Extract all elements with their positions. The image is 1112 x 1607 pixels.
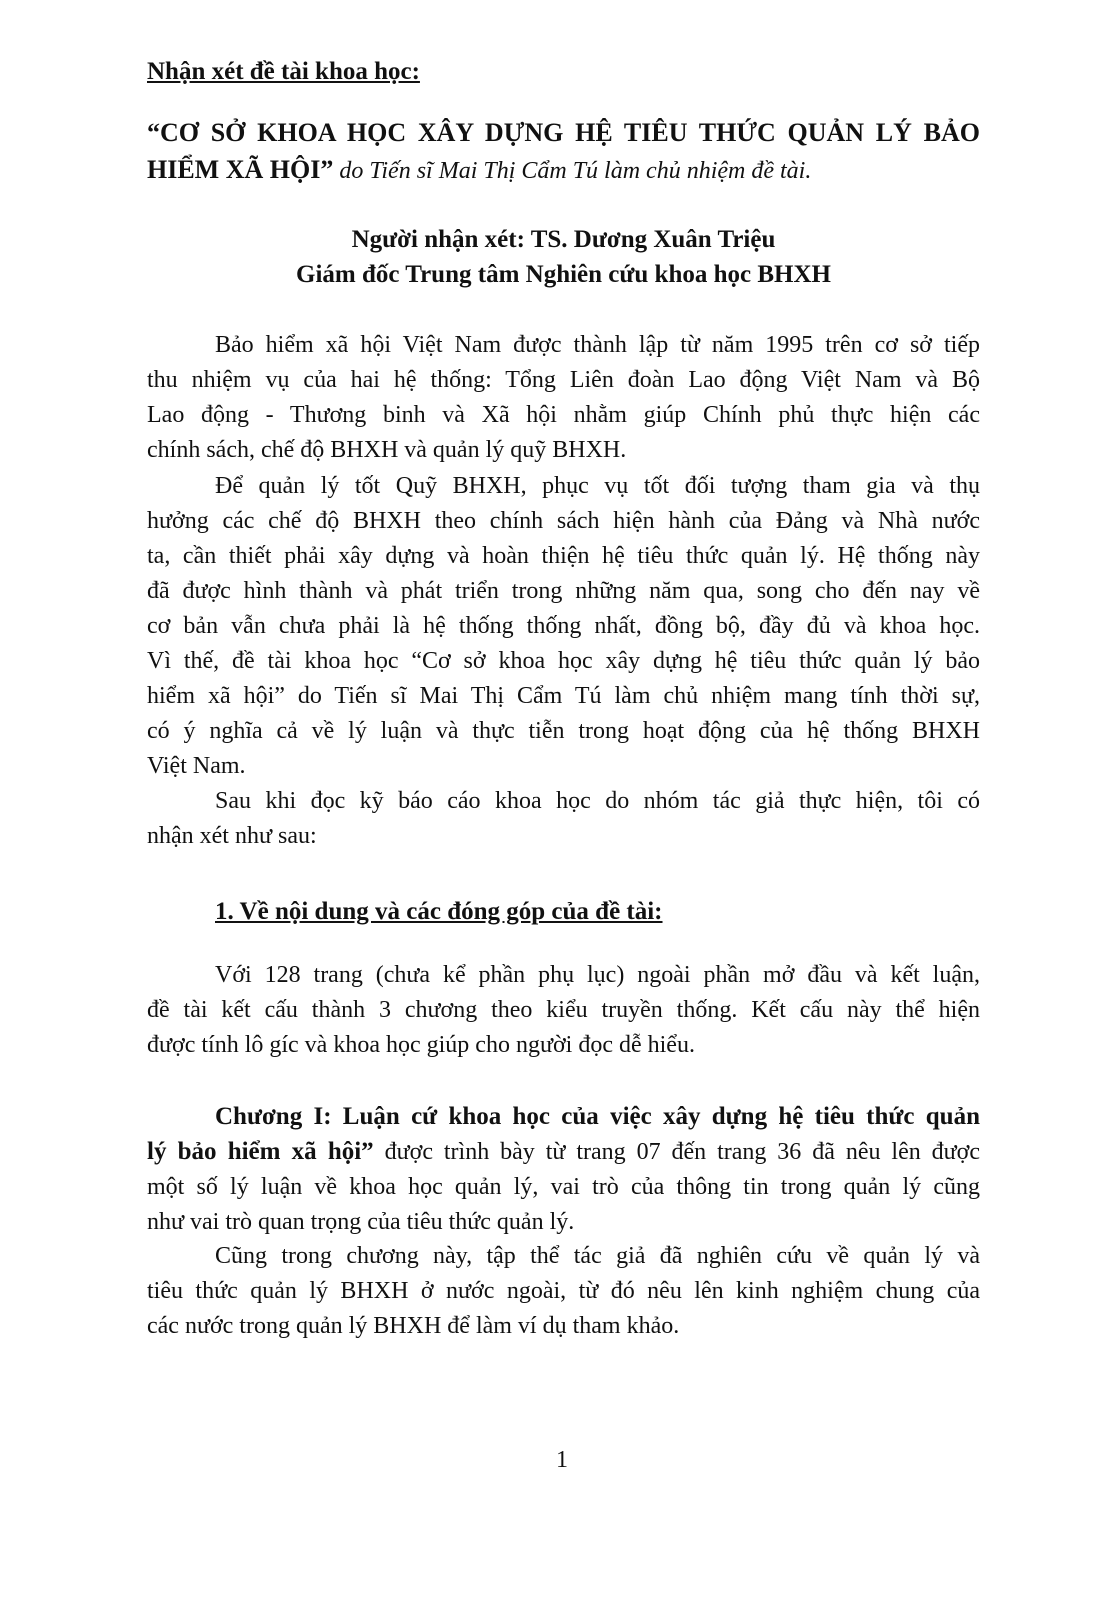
- intro-paragraph-2-line: có ý nghĩa cả về lý luận và thực tiễn trong hoạt động của hệ thống BHXH: [147, 718, 980, 744]
- section1-paragraph-3-line: Cũng trong chương này, tập thể tác giả đã nghiên cứu về quản lý và: [215, 1243, 980, 1269]
- intro-paragraph-2-line: hưởng các chế độ BHXH theo chính sách hiện hành của Đảng và Nhà nước: [147, 508, 980, 534]
- chapter1-paragraph-line: như vai trò quan trọng của tiêu thức quản lý.: [147, 1209, 575, 1235]
- report-title-line1: “CƠ SỞ KHOA HỌC XÂY DỰNG HỆ TIÊU THỨC QUẢN LÝ BẢO: [147, 118, 980, 147]
- section1-paragraph-3-line: tiêu thức quản lý BHXH ở nước ngoài, từ đó nêu lên kinh nghiệm chung của: [147, 1278, 980, 1304]
- section1-paragraph-1-line: đề tài kết cấu thành 3 chương theo kiểu truyền thống. Kết cấu này thể hiện: [147, 997, 980, 1023]
- chapter1-line2: [147, 1135, 980, 1169]
- intro-paragraph-1-line: thu nhiệm vụ của hai hệ thống: Tổng Liên đoàn Lao động Việt Nam và Bộ: [147, 367, 980, 393]
- chapter1-description: được trình bày từ trang 07 đến trang 36 đã nêu lên được: [373, 1139, 980, 1165]
- intro-paragraph-2-line: hiểm xã hội” do Tiến sĩ Mai Thị Cẩm Tú làm chủ nhiệm mang tính thời sự,: [147, 683, 980, 709]
- report-title-line2: [147, 153, 980, 188]
- intro-paragraph-1-line: Bảo hiểm xã hội Việt Nam được thành lập từ năm 1995 trên cơ sở tiếp: [215, 332, 980, 358]
- report-title-author: do Tiến sĩ Mai Thị Cẩm Tú làm chủ nhiệm đề tài.: [333, 158, 812, 184]
- intro-paragraph-2-line: Để quản lý tốt Quỹ BHXH, phục vụ tốt đối tượng tham gia và thụ: [215, 473, 980, 499]
- chapter1-line1: Chương I: Luận cứ khoa học của việc xây dựng hệ tiêu thức quản: [215, 1103, 980, 1130]
- section1-paragraph-1-line: được tính lô gíc và khoa học giúp cho người đọc dễ hiểu.: [147, 1032, 695, 1058]
- document-heading: Nhận xét đề tài khoa học:: [147, 58, 420, 85]
- intro-paragraph-2-line: cơ bản vẫn chưa phải là hệ thống thống nhất, đồng bộ, đầy đủ và khoa học.: [147, 613, 980, 639]
- section-1-heading: 1. Về nội dung và các đóng góp của đề tài:: [215, 898, 663, 925]
- intro-paragraph-2-line: Việt Nam.: [147, 753, 246, 779]
- section1-paragraph-1-line: Với 128 trang (chưa kể phần phụ lục) ngoài phần mở đầu và kết luận,: [215, 962, 980, 988]
- intro-paragraph-1-line: chính sách, chế độ BHXH và quản lý quỹ BHXH.: [147, 437, 627, 463]
- chapter1-title-end: lý bảo hiểm xã hội”: [147, 1138, 374, 1165]
- report-title-bold: HIỂM XÃ HỘI”: [147, 155, 334, 184]
- intro-paragraph-2-line: ta, cần thiết phải xây dựng và hoàn thiện hệ tiêu thức quản lý. Hệ thống này: [147, 543, 980, 569]
- reviewer-name: Người nhận xét: TS. Dương Xuân Triệu: [351, 226, 776, 253]
- intro-paragraph-3-line: Sau khi đọc kỹ báo cáo khoa học do nhóm tác giả thực hiện, tôi có: [215, 788, 980, 814]
- chapter1-paragraph-line: một số lý luận về khoa học quản lý, vai trò của thông tin trong quản lý cũng: [147, 1174, 980, 1200]
- intro-paragraph-2-line: Vì thế, đề tài khoa học “Cơ sở khoa học xây dựng hệ tiêu thức quản lý bảo: [147, 648, 980, 674]
- reviewer-position: Giám đốc Trung tâm Nghiên cứu khoa học BHXH: [296, 261, 831, 288]
- page-number: 1: [556, 1447, 568, 1473]
- intro-paragraph-3-line: nhận xét như sau:: [147, 823, 317, 849]
- section1-paragraph-3-line: các nước trong quản lý BHXH để làm ví dụ tham khảo.: [147, 1313, 680, 1339]
- intro-paragraph-1-line: Lao động - Thương binh và Xã hội nhằm giúp Chính phủ thực hiện các: [147, 402, 980, 428]
- intro-paragraph-2-line: đã được hình thành và phát triển trong những năm qua, song cho đến nay về: [147, 578, 980, 604]
